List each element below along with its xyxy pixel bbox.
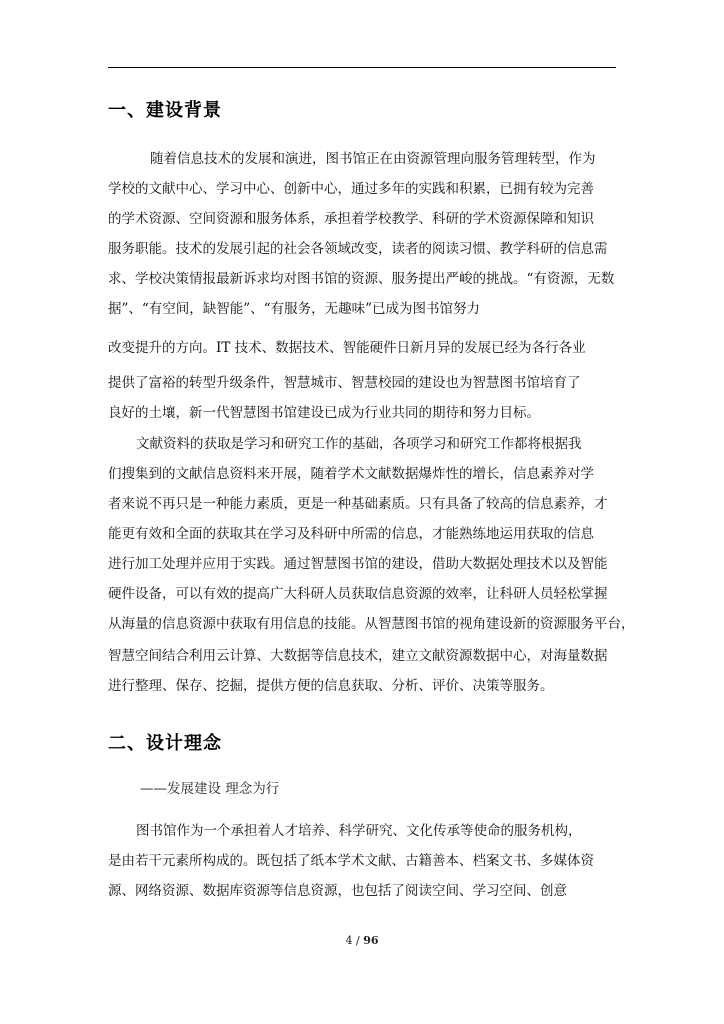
paragraph-line: 文献资料的获取是学习和研究工作的基础，各项学习和研究工作都将根据我 — [136, 436, 582, 452]
paragraph-line: 能更有效和全面的获取其在学习及科研中所需的信息，才能熟练地运用获取的信息 — [108, 526, 594, 542]
paragraph-line: 改变提升的方向。IT 技术、数据技术、智能硬件日新月异的发展已经为各行各业 — [108, 340, 586, 356]
paragraph-line: 随着信息技术的发展和演进，图书馆正在由资源管理向服务管理转型，作为 — [150, 151, 596, 167]
page-separator: / — [352, 934, 364, 947]
paragraph-line: 进行加工处理并应用于实践。通过智慧图书馆的建设，借助大数据处理技术以及智能 — [108, 556, 608, 572]
paragraph-line: 提供了富裕的转型升级条件，智慧城市、智慧校园的建设也为智慧图书馆培育了 — [108, 375, 581, 391]
page-total: 96 — [363, 934, 379, 947]
paragraph-line: 智慧空间结合利用云计算、大数据等信息技术，建立文献资源数据中心，对海量数据 — [108, 648, 608, 664]
section-heading-background: 一、建设背景 — [108, 100, 222, 121]
paragraph-line: 进行整理、保存、挖掘，提供方便的信息获取、分析、评价、决策等服务。 — [108, 678, 554, 694]
paragraph-line: 学校的文献中心、学习中心、创新中心，通过多年的实践和积累，已拥有较为完善 — [108, 181, 594, 197]
paragraph-line: 服务职能。技术的发展引起的社会各领域改变，读者的阅读习惯、教学科研的信息需 — [108, 241, 608, 257]
paragraph-line: 从海量的信息资源中获取有用信息的技能。从智慧图书馆的视角建设新的资源服务平台， — [108, 616, 635, 632]
page-current: 4 — [345, 934, 353, 947]
paragraph-line: 硬件设备，可以有效的提高广大科研人员获取信息资源的效率，让科研人员轻松掌握 — [108, 586, 608, 602]
header-rule — [108, 67, 616, 68]
paragraph-line: 良好的土壤，新一代智慧图书馆建设已成为行业共同的期待和努力目标。 — [108, 405, 540, 421]
paragraph-line: 的学术资源、空间资源和服务体系，承担着学校教学、科研的学术资源保障和知识 — [108, 211, 594, 227]
paragraph-line: 图书馆作为一个承担着人才培养、科学研究、文化传承等使命的服务机构， — [136, 823, 582, 839]
paragraph-line: 是由若干元素所构成的。既包括了纸本学术文献、古籍善本、档案文书、多媒体资 — [108, 853, 594, 869]
paragraph-line: 们搜集到的文献信息资料来开展，随着学术文献数据爆炸性的增长，信息素养对学 — [108, 466, 594, 482]
paragraph-line: 求、学校决策情报最新诉求均对图书馆的资源、服务提出严峻的挑战。“有资源，无数 — [108, 271, 615, 287]
section-subtitle: ——发展建设 理念为行 — [140, 781, 280, 797]
page-number — [0, 934, 724, 947]
paragraph-line: 源、网络资源、数据库资源等信息资源，也包括了阅读空间、学习空间、创意 — [108, 883, 567, 899]
paragraph-line: 者来说不再只是一种能力素质，更是一种基础素质。只有具备了较高的信息素养，才 — [108, 496, 608, 512]
paragraph-line: 据”、“有空间，缺智能”、“有服务，无趣味”已成为图书馆努力 — [108, 301, 481, 317]
section-heading-design-concept: 二、设计理念 — [108, 733, 222, 754]
